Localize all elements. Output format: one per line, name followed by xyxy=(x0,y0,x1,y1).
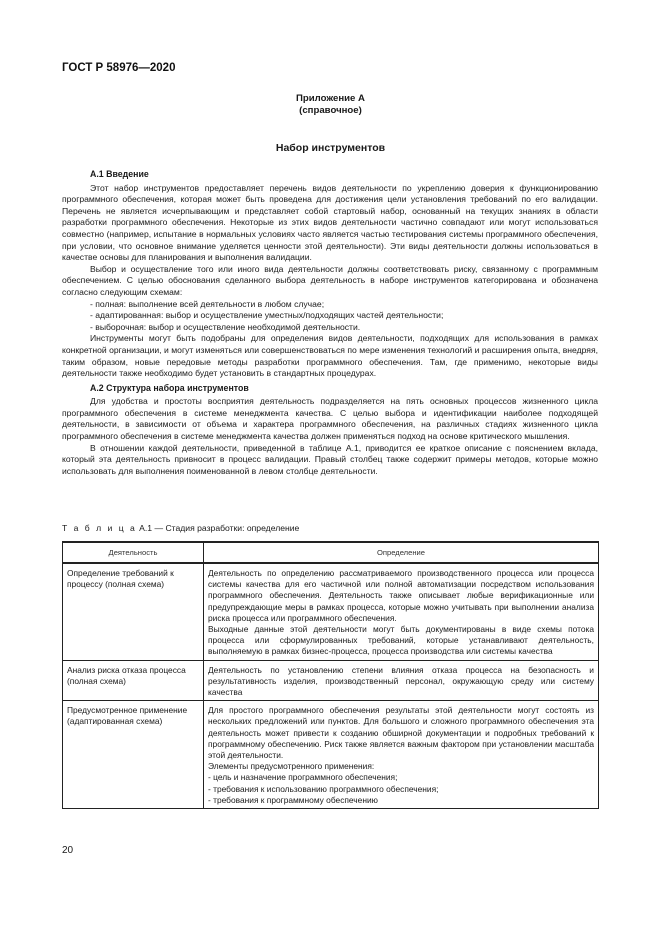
table-caption-label: Т а б л и ц а xyxy=(62,523,137,533)
document-code: ГОСТ Р 58976—2020 xyxy=(62,62,176,74)
list-item: - выборочная: выбор и осуществление необходимой деятельности. xyxy=(90,321,361,332)
definition-line: Для простого программного обеспечения результаты этой деятельности могут состоять из нескольких предложений или пунктов. Для большого и сложного программного обеспечения эта деятельность может привести к созданию обширной документации и подробных требований к программному обеспечению. Риск также является важным фактором при установлении масштаба этой деятельности. xyxy=(208,705,594,761)
definition-line: Элементы предусмотренного применения: xyxy=(208,761,375,772)
section-heading-a1: А.1 Введение xyxy=(90,169,149,179)
table-row xyxy=(63,701,599,809)
paragraph: Для удобства и простоты восприятия деятельность подразделяется на пять основных процессов жизненного цикла программного обеспечения в системе менеджмента качества. С целью выбора и идентификации наиболее подходящей деятельности, в зависимости от объема и характера программного обеспечения, на различных стадиях жизненного цикла программного обеспечения в системе менеджмента качества должен применяться подход на основе критического мышления. xyxy=(62,396,598,442)
page-number: 20 xyxy=(62,845,74,856)
table-caption-text: А.1 — Стадия разработки: определение xyxy=(136,523,300,533)
table-header-row xyxy=(63,542,599,563)
appendix-title: Приложение А xyxy=(296,93,365,104)
table-caption xyxy=(62,523,299,533)
section-heading-a2: А.2 Структура набора инструментов xyxy=(90,382,249,393)
document-body xyxy=(62,167,598,477)
definition-line: Деятельность по определению рассматриваемого производственного процесса или процесса системы качества для его частичной или полной автоматизации посредством использования программного обеспечения. Деятельность также описывает любые верификационные или предупреждающие меры в рамках процесса, которые можно учитывать при выполнении анализа риска процесса или программного обеспечения. xyxy=(208,568,594,623)
list-item: - адаптированная: выбор и осуществление уместных/подходящих частей деятельности; xyxy=(90,310,444,321)
paragraph: Инструменты могут быть подобраны для определения видов деятельности, подходящих для использования в рамках конкретной организации, и могут изменяться или совершенствоваться по мере изменения технологий и расширения опыта, внедряя, таким образом, новые передовые методы разработки программного обеспечения. Там, где применимо, некоторые виды деятельности также необходимо будет установить в стандартных процедурах. xyxy=(62,333,598,379)
column-header-activity: Деятельность xyxy=(63,542,204,563)
definition-line: - требования к программному обеспечению xyxy=(208,794,378,805)
activity-cell: Определение требований к процессу (полная схема) xyxy=(63,563,204,660)
definition-cell xyxy=(204,563,599,660)
activity-cell: Предусмотренное применение (адаптированная схема) xyxy=(63,701,204,809)
appendix-note: (справочное) xyxy=(299,105,362,116)
document-title: Набор инструментов xyxy=(275,142,386,154)
column-header-definition: Определение xyxy=(204,542,599,563)
definition-line: Выходные данные этой деятельности могут быть документированы в виде схемы потока процесса или сформулированных требований, которые устанавливают деятельность, выполняемую в рамках бизнес-процесса, процесса производства или системы качества xyxy=(208,624,594,657)
appendix-heading xyxy=(0,93,661,117)
activities-table xyxy=(62,541,599,809)
paragraph: Выбор и осуществление того или иного вида деятельности должны соответствовать риску, связанному с программным обеспечением. С целью обоснования сделанного выбора деятельность в наборе инструментов категорирована и обозначена согласно следующим схемам: xyxy=(62,263,598,297)
definition-cell xyxy=(204,660,599,701)
table-row xyxy=(63,660,599,701)
paragraph: В отношении каждой деятельности, приведенной в таблице А.1, приводится ее краткое описание с пояснением вклада, который эта деятельность привносит в процесс валидации. Правый столбец также содержит примеры методов, которые можно использовать для выполнения поименованной в левом столбце деятельности. xyxy=(62,442,598,476)
definition-line: - цель и назначение программного обеспечения; xyxy=(208,772,398,783)
table-row xyxy=(63,563,599,660)
definition-cell xyxy=(204,701,599,809)
activity-cell: Анализ риска отказа процесса (полная схема) xyxy=(63,660,204,701)
scheme-list xyxy=(62,299,598,334)
paragraph: Этот набор инструментов предоставляет перечень видов деятельности по укреплению доверия к функционированию программного обеспечения, которая может быть проведена для достижения цели установления требований по его валидации. Перечень не является исчерпывающим и представляет собой стартовый набор, основанный на текущих знаниях в области разработки программного обеспечения. Некоторые из этих видов деятельности частично совпадают или могут использоваться совместно (например, испытание в нормальных условиях часто является частью тестирования системы программного обеспечения, при условии, что основное внимание уделяется ценности этой деятельности). Эти виды деятельности должны использоваться в качестве основы для планирования и выполнения валидации. xyxy=(62,182,598,263)
list-item: - полная: выполнение всей деятельности в любом случае; xyxy=(90,298,325,309)
definition-line: Деятельность по установлению степени влияния отказа процесса на безопасность и результативность изделия, производственный персонал, окружающую среду или систему качества xyxy=(208,664,594,698)
definition-line: - требования к использованию программного обеспечения; xyxy=(208,783,439,794)
